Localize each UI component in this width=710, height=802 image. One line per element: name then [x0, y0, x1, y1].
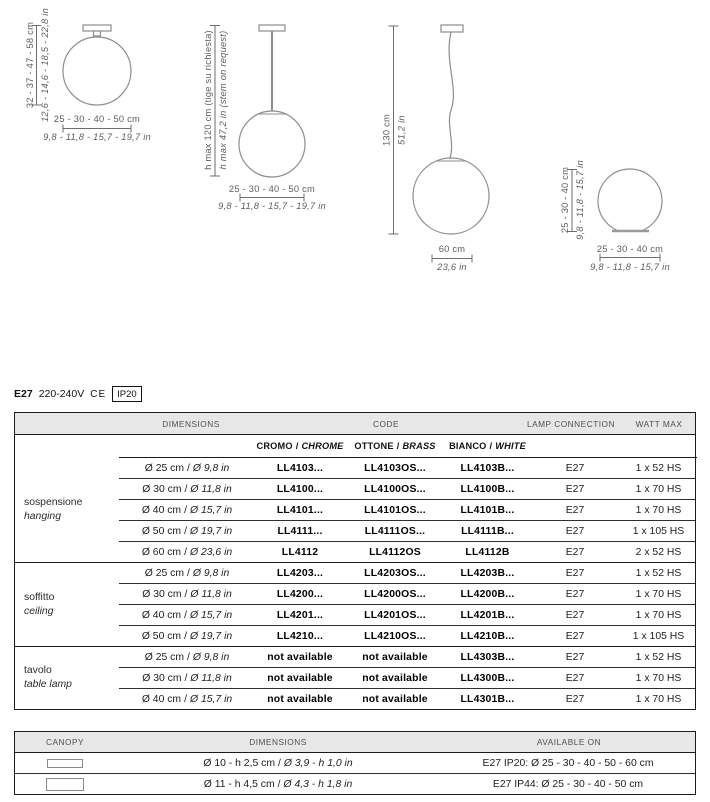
header-lamp-connection: LAMP CONNECTION: [526, 418, 616, 429]
ceiling-stem-shape: [94, 31, 101, 36]
spec-row: [119, 667, 695, 688]
dimension-cell: Ø 25 cm / Ø 9,8 in: [144, 651, 230, 663]
code-chrome-cell: not available: [267, 651, 333, 663]
ip-rating-badge: IP20: [112, 386, 142, 402]
code-chrome-cell: not available: [267, 693, 333, 705]
code-brass-cell: LL4112OS: [369, 546, 421, 558]
ceiling-width-in-label: 9,8 - 11,8 - 15,7 - 19,7 in: [43, 132, 151, 142]
ceiling-canopy-shape: [83, 25, 111, 31]
stem-canopy-shape: [259, 25, 285, 31]
code-brass-cell: not available: [362, 651, 428, 663]
code-white-cell: LL4100B...: [460, 483, 515, 495]
dimension-cell: Ø 60 cm / Ø 23,6 in: [141, 546, 233, 558]
canopy-row: [15, 773, 695, 794]
canopy-low-icon: [47, 759, 83, 768]
canopy-high-icon: [46, 778, 84, 791]
code-chrome-cell: not available: [267, 672, 333, 684]
finish-chrome: CROMO / CHROME: [256, 441, 344, 451]
watt-max-cell: 1 x 70 HS: [635, 504, 682, 516]
watt-max-cell: 1 x 52 HS: [635, 567, 682, 579]
lamp-connection-cell: E27: [565, 693, 585, 705]
finish-subheader-row: [15, 435, 695, 458]
watt-max-cell: 1 x 70 HS: [635, 672, 682, 684]
code-white-cell: LL4200B...: [460, 588, 515, 600]
dimension-cell: Ø 30 cm / Ø 11,8 in: [142, 483, 232, 495]
spec-row: [119, 647, 695, 667]
dimension-cell: Ø 40 cm / Ø 15,7 in: [141, 609, 233, 621]
lamp-connection-cell: E27: [565, 462, 585, 474]
code-white-cell: LL4203B...: [460, 567, 515, 579]
cable-canopy-shape: [441, 25, 463, 32]
watt-max-cell: 1 x 105 HS: [632, 525, 685, 537]
watt-max-cell: 2 x 52 HS: [635, 546, 682, 558]
stem-globe-shape: [239, 111, 305, 177]
electrical-info: [14, 386, 142, 402]
spec-row: [119, 604, 695, 625]
code-chrome-cell: LL4201...: [276, 609, 324, 621]
code-chrome-cell: LL4103...: [276, 462, 324, 474]
lamp-connection-cell: E27: [565, 483, 585, 495]
watt-max-cell: 1 x 70 HS: [635, 609, 682, 621]
dimension-cell: Ø 25 cm / Ø 9,8 in: [144, 462, 230, 474]
dimension-cell: Ø 50 cm / Ø 19,7 in: [141, 630, 233, 642]
watt-max-cell: 1 x 70 HS: [635, 693, 682, 705]
table-width-in-label: 9,8 - 11,8 - 15,7 in: [590, 262, 670, 272]
code-white-cell: LL4210B...: [460, 630, 515, 642]
spec-table-header: [15, 413, 695, 435]
lamp-connection-cell: E27: [565, 609, 585, 621]
table-height-cm-label: 25 - 30 - 40 cm: [560, 166, 570, 234]
table-globe-shape: [598, 169, 662, 233]
cable-globe-shape: [413, 158, 489, 234]
code-brass-cell: not available: [362, 672, 428, 684]
code-white-cell: LL4303B...: [460, 651, 515, 663]
header-watt-max: WATT MAX: [635, 418, 683, 429]
spec-table: [14, 412, 696, 710]
stem-height-in-label: h max 47,2 in (stem on request): [218, 30, 228, 170]
code-chrome-cell: LL4203...: [276, 567, 324, 579]
drawing-cable-pendant: [382, 25, 490, 272]
code-brass-cell: LL4100OS...: [364, 483, 426, 495]
code-white-cell: LL4111B...: [461, 525, 514, 537]
ceiling-globe-shape: [63, 37, 131, 105]
lamp-connection-cell: E27: [565, 525, 585, 537]
code-chrome-cell: LL4101...: [276, 504, 324, 516]
spec-row: [119, 688, 695, 709]
spec-row: [119, 458, 695, 478]
technical-drawings: [0, 0, 710, 290]
code-white-cell: LL4103B...: [460, 462, 515, 474]
dimension-cell: Ø 25 cm / Ø 9,8 in: [144, 567, 230, 579]
spec-row: [119, 478, 695, 499]
code-brass-cell: LL4203OS...: [364, 567, 426, 579]
group-label: soffitto ceiling: [24, 591, 55, 617]
ceiling-height-cm-label: 32 - 37 - 47 - 58 cm: [25, 21, 35, 109]
spec-row: [119, 520, 695, 541]
code-chrome-cell: LL4112: [281, 546, 319, 558]
canopy-dimension-cell: Ø 10 - h 2,5 cm / Ø 3,9 - h 1,0 in: [203, 757, 353, 769]
code-white-cell: LL4112B: [465, 546, 510, 558]
dimension-cell: Ø 40 cm / Ø 15,7 in: [141, 693, 233, 705]
lamp-connection-cell: E27: [565, 567, 585, 579]
header-available-on: AVAILABLE ON: [536, 737, 602, 747]
canopy-table: [14, 731, 696, 795]
canopy-row: [15, 753, 695, 773]
code-brass-cell: LL4111OS...: [364, 525, 426, 537]
drawing-stem-pendant: [203, 25, 326, 211]
header-dimensions: DIMENSIONS: [162, 418, 220, 429]
cable-height-in-label: 51,2 in: [396, 115, 407, 145]
lamp-connection-cell: E27: [565, 504, 585, 516]
lamp-connection-cell: E27: [565, 651, 585, 663]
code-white-cell: LL4301B...: [460, 693, 515, 705]
finish-white: BIANCO / WHITE: [449, 441, 526, 451]
canopy-available-cell: E27 IP44: Ø 25 - 30 - 40 - 50 cm: [492, 778, 644, 790]
stem-width-cm-label: 25 - 30 - 40 - 50 cm: [228, 184, 316, 194]
spec-row: [119, 563, 695, 583]
code-brass-cell: LL4101OS...: [364, 504, 426, 516]
code-brass-cell: LL4200OS...: [364, 588, 426, 600]
group-table-lamp: [15, 646, 695, 709]
stem-width-in-label: 9,8 - 11,8 - 15,7 - 19,7 in: [218, 201, 326, 211]
finish-brass: OTTONE / BRASS: [354, 441, 436, 451]
watt-max-cell: 1 x 70 HS: [635, 483, 682, 495]
header-canopy: CANOPY: [45, 737, 85, 747]
stem-height-cm-label: h max 120 cm (tige su richiesta): [203, 30, 213, 170]
dimension-cell: Ø 40 cm / Ø 15,7 in: [141, 504, 233, 516]
watt-max-cell: 1 x 52 HS: [635, 462, 682, 474]
dimension-cell: Ø 50 cm / Ø 19,7 in: [141, 525, 233, 537]
spec-row: [119, 583, 695, 604]
spec-row: [119, 499, 695, 520]
cable-width-in-label: 23,6 in: [437, 262, 467, 272]
cable-shape: [449, 32, 453, 158]
dimension-cell: Ø 30 cm / Ø 11,8 in: [142, 588, 232, 600]
watt-max-cell: 1 x 70 HS: [635, 588, 682, 600]
code-chrome-cell: LL4200...: [276, 588, 324, 600]
code-white-cell: LL4101B...: [460, 504, 515, 516]
lamp-connection-cell: E27: [565, 588, 585, 600]
drawing-ceiling-lamp: [25, 8, 151, 142]
dimension-cell: Ø 30 cm / Ø 11,8 in: [142, 672, 232, 684]
ceiling-width-cm-label: 25 - 30 - 40 - 50 cm: [53, 114, 141, 124]
ceiling-height-in-label: 12,6 - 14,6 - 18,5 - 22,8 in: [40, 8, 50, 122]
code-chrome-cell: LL4100...: [276, 483, 324, 495]
code-brass-cell: not available: [362, 693, 428, 705]
voltage-label: 220-240V: [38, 388, 85, 400]
lamp-socket-label: E27: [14, 388, 33, 400]
canopy-available-cell: E27 IP20: Ø 25 - 30 - 40 - 50 - 60 cm: [482, 757, 654, 769]
drawing-table-lamp: [560, 160, 670, 272]
code-brass-cell: LL4103OS...: [364, 462, 426, 474]
code-chrome-cell: LL4210...: [276, 630, 324, 642]
cable-height-cm-label: 130 cm: [381, 114, 392, 146]
code-brass-cell: LL4201OS...: [364, 609, 426, 621]
code-chrome-cell: LL4111...: [277, 525, 323, 537]
code-brass-cell: LL4210OS...: [364, 630, 426, 642]
watt-max-cell: 1 x 52 HS: [635, 651, 682, 663]
group-label: tavolo table lamp: [24, 665, 72, 690]
spec-row: [119, 541, 695, 562]
header-canopy-dimensions: DIMENSIONS: [249, 737, 307, 747]
drawings-svg: [0, 0, 710, 290]
lamp-connection-cell: E27: [565, 630, 585, 642]
spec-row: [119, 625, 695, 646]
group-hanging: [15, 458, 695, 562]
code-white-cell: LL4201B...: [460, 609, 515, 621]
lamp-connection-cell: E27: [565, 546, 585, 558]
lamp-connection-cell: E27: [565, 672, 585, 684]
ce-mark: CE: [90, 388, 107, 400]
table-width-cm-label: 25 - 30 - 40 cm: [596, 244, 664, 254]
table-height-in-label: 9,8 - 11,8 - 15,7 in: [575, 160, 585, 240]
code-white-cell: LL4300B...: [460, 672, 515, 684]
canopy-dimension-cell: Ø 11 - h 4,5 cm / Ø 4,3 - h 1,8 in: [203, 778, 353, 790]
header-code: CODE: [373, 418, 399, 429]
watt-max-cell: 1 x 105 HS: [632, 630, 685, 642]
group-label: sospensione hanging: [24, 497, 83, 522]
cable-width-cm-label: 60 cm: [438, 244, 466, 254]
canopy-table-header: [15, 732, 695, 753]
group-ceiling: [15, 562, 695, 646]
